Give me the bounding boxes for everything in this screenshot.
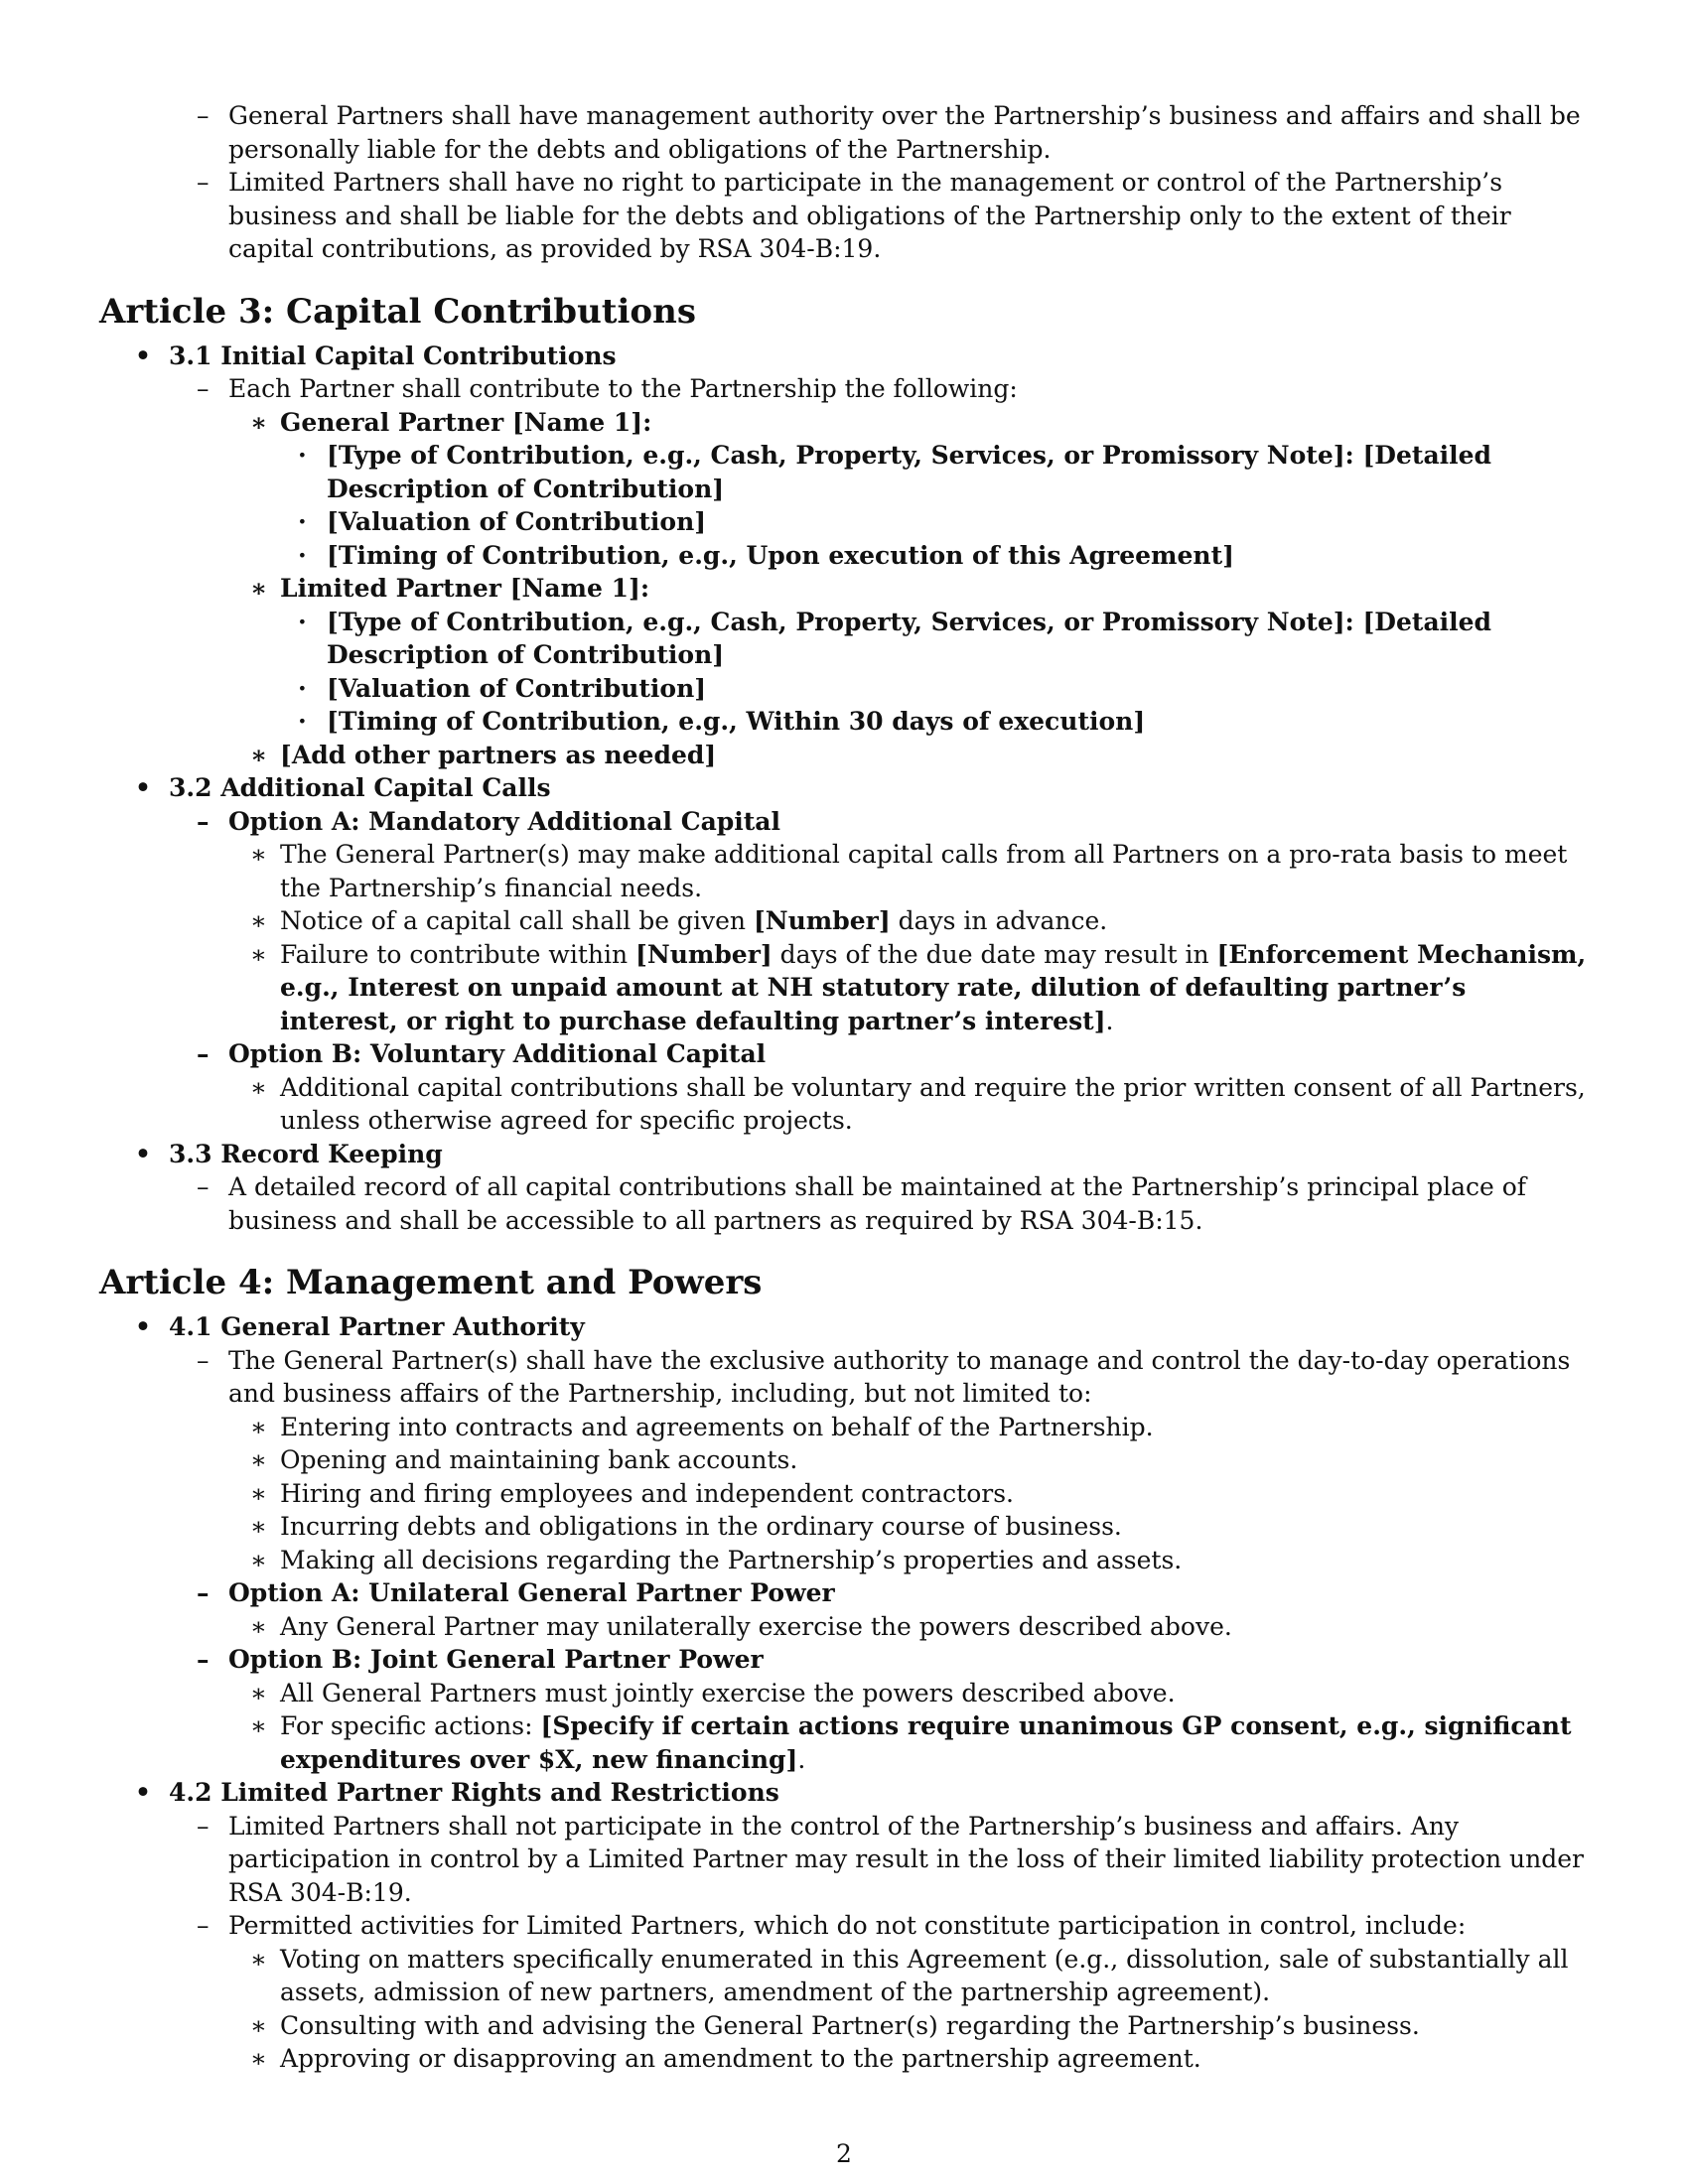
item-text: The General Partner(s) may make additional capital calls from all Partners on a pro-rata basis to meet the Partnership’s financial needs. (280, 840, 1568, 902)
list-item (99, 672, 1589, 706)
item-text: General Partners shall have management authority over the Partnership’s business and affairs and shall be personally liable for the debts and obligations of the Partnership. (228, 101, 1581, 164)
dot-marker: · (298, 707, 307, 736)
item-text: Failure to contribute within (280, 939, 636, 969)
list-item (99, 1510, 1589, 1544)
list-item (99, 1544, 1589, 1577)
section-heading-text: 4.2 Limited Partner Rights and Restrictions (169, 1778, 779, 1807)
star-marker: ∗ (250, 574, 268, 603)
section-heading-text: 3.3 Record Keeping (169, 1139, 443, 1168)
star-marker: ∗ (250, 906, 267, 935)
list-item (99, 406, 1589, 440)
list-item (99, 938, 1589, 1038)
list-item (99, 539, 1589, 573)
dash-marker: – (197, 1811, 210, 1841)
bullet-marker: • (135, 773, 151, 802)
dash-marker: – (197, 101, 210, 130)
item-text: Each Partner shall contribute to the Partnership the following: (228, 374, 1018, 403)
list-item (99, 2009, 1589, 2043)
list-item (99, 838, 1589, 904)
list-item (99, 99, 1589, 166)
item-text: Consulting with and advising the General Partner(s) regarding the Partnership’s business. (280, 2010, 1420, 2040)
list-item (99, 1443, 1589, 1477)
section-4-2-heading (99, 1776, 1589, 1810)
item-text: Entering into contracts and agreements on behalf of the Partnership. (280, 1412, 1154, 1441)
item-text: Option B: Voluntary Additional Capital (228, 1039, 767, 1068)
list-item (99, 1810, 1589, 1910)
item-text: [Valuation of Contribution] (327, 673, 707, 703)
placeholder-text: [Number] (635, 939, 773, 969)
section-heading-text: 4.1 General Partner Authority (169, 1312, 585, 1341)
section-4-1-heading (99, 1310, 1589, 1344)
star-marker: ∗ (250, 1512, 267, 1541)
list-item (99, 1411, 1589, 1444)
list-item (99, 1477, 1589, 1511)
item-text: days in advance. (890, 906, 1108, 935)
item-text: Option A: Unilateral General Partner Power (228, 1578, 835, 1607)
star-marker: ∗ (250, 1445, 267, 1474)
placeholder-text: [Enforcement Mechanism, e.g., Interest on unpaid amount at NH statutory rate, dilution of defaulting partner’s interest, or right to purchase defaulting partner’s interest] (280, 939, 1587, 1035)
list-item (99, 439, 1589, 505)
item-text: Approving or disapproving an amendment to the partnership agreement. (280, 2044, 1201, 2073)
item-text: Incurring debts and obligations in the ordinary course of business. (280, 1512, 1122, 1541)
list-item (99, 372, 1589, 406)
dash-marker: – (197, 1172, 210, 1201)
list-item (99, 1344, 1589, 1411)
bullet-marker: • (135, 341, 151, 370)
bullet-marker: • (135, 1778, 151, 1807)
dot-marker: · (298, 673, 307, 703)
list-item (99, 2042, 1589, 2076)
item-text: days of the due date may result in (772, 939, 1217, 969)
star-marker: ∗ (250, 1412, 267, 1441)
placeholder-text: [Specify if certain actions require unanimous GP consent, e.g., significant expenditures over $X, new financing] (280, 1711, 1572, 1774)
item-text: [Add other partners as needed] (280, 740, 717, 769)
section-3-2-heading (99, 771, 1589, 805)
page-content (99, 99, 1589, 2076)
page-number: 2 (836, 2139, 852, 2168)
star-marker: ∗ (250, 407, 268, 437)
item-text: [Type of Contribution, e.g., Cash, Property, Services, or Promissory Note]: [Detailed Description of Contribution] (327, 441, 1492, 503)
dot-marker: · (298, 540, 307, 570)
item-text: The General Partner(s) shall have the exclusive authority to manage and control the day-to-day operations and business affairs of the Partnership, including, but not limited to: (228, 1345, 1571, 1408)
star-marker: ∗ (250, 1678, 267, 1707)
section-heading-text: 3.1 Initial Capital Contributions (169, 341, 617, 370)
dot-marker: · (298, 507, 307, 536)
star-marker: ∗ (250, 1478, 267, 1508)
option-heading (99, 1576, 1589, 1610)
list-item (99, 904, 1589, 938)
item-text: Making all decisions regarding the Partnership’s properties and assets. (280, 1545, 1183, 1574)
dot-marker: · (298, 441, 307, 470)
item-text: Limited Partner [Name 1]: (280, 574, 650, 603)
item-text: Any General Partner may unilaterally exercise the powers described above. (280, 1611, 1232, 1641)
dash-marker: – (197, 1578, 210, 1607)
list-item (99, 1071, 1589, 1138)
item-text: [Timing of Contribution, e.g., Within 30 days of execution] (327, 707, 1146, 736)
list-item (99, 739, 1589, 772)
list-item (99, 572, 1589, 606)
item-text: Opening and maintaining bank accounts. (280, 1445, 798, 1474)
bullet-marker: • (135, 1139, 151, 1168)
dash-marker: – (197, 374, 210, 403)
star-marker: ∗ (250, 1072, 267, 1102)
item-text: Additional capital contributions shall be voluntary and require the prior written consent of all Partners, unless otherwise agreed for specific projects. (280, 1072, 1586, 1135)
list-item (99, 1610, 1589, 1644)
star-marker: ∗ (250, 939, 267, 969)
option-heading (99, 1037, 1589, 1071)
dash-marker: – (197, 1039, 210, 1068)
list-item (99, 1943, 1589, 2009)
dot-marker: · (298, 607, 307, 636)
list-item (99, 606, 1589, 672)
item-text: All General Partners must jointly exercise the powers described above. (280, 1678, 1176, 1707)
list-item (99, 1909, 1589, 1943)
item-text: . (1105, 1006, 1114, 1035)
dash-marker: – (197, 806, 210, 836)
option-heading (99, 805, 1589, 839)
item-text: Voting on matters specifically enumerated in this Agreement (e.g., dissolution, sale of substantially all assets, admission of new partners, amendment of the partnership agreement). (280, 1944, 1569, 2006)
item-text: Hiring and firing employees and independent contractors. (280, 1478, 1014, 1508)
list-item (99, 166, 1589, 266)
article-4-heading: Article 4: Management and Powers (99, 1263, 763, 1302)
star-marker: ∗ (250, 1611, 267, 1641)
item-text: Limited Partners shall not participate in the control of the Partnership’s business and affairs. Any participation in control by a Limited Partner may result in the loss of their limited liability protection under RSA 304-B:19. (228, 1811, 1584, 1907)
list-item (99, 1677, 1589, 1710)
item-text: For specific actions: (280, 1711, 541, 1740)
dash-marker: – (197, 1645, 210, 1674)
article-3-heading: Article 3: Capital Contributions (99, 291, 696, 332)
item-text: [Timing of Contribution, e.g., Upon execution of this Agreement] (327, 540, 1234, 570)
star-marker: ∗ (250, 2010, 267, 2040)
item-text: Option A: Mandatory Additional Capital (228, 806, 781, 836)
dash-marker: – (197, 1345, 210, 1375)
item-text: Permitted activities for Limited Partners, which do not constitute participation in control, include: (228, 1911, 1467, 1940)
section-heading-text: 3.2 Additional Capital Calls (169, 773, 551, 802)
dash-marker: – (197, 1911, 210, 1940)
list-item (99, 705, 1589, 739)
placeholder-text: [Number] (753, 906, 891, 935)
item-text: Limited Partners shall have no right to participate in the management or control of the Partnership’s business and shall be liable for the debts and obligations of the Partnership only to the extent of their capital contributions, as provided by RSA 304-B:19. (228, 168, 1511, 263)
list-item (99, 505, 1589, 539)
section-3-3-heading (99, 1138, 1589, 1171)
item-text: Option B: Joint General Partner Power (228, 1645, 764, 1674)
item-text: . (797, 1744, 806, 1774)
bullet-marker: • (135, 1312, 151, 1341)
star-marker: ∗ (250, 1944, 267, 1974)
item-text: General Partner [Name 1]: (280, 407, 652, 437)
item-text: Notice of a capital call shall be given (280, 906, 754, 935)
item-text: [Type of Contribution, e.g., Cash, Property, Services, or Promissory Note]: [Detailed Description of Contribution] (327, 607, 1492, 669)
section-3-1-heading (99, 340, 1589, 373)
option-heading (99, 1643, 1589, 1677)
star-marker: ∗ (250, 740, 268, 769)
item-text: [Valuation of Contribution] (327, 507, 707, 536)
star-marker: ∗ (250, 840, 267, 869)
star-marker: ∗ (250, 1545, 267, 1574)
item-text: A detailed record of all capital contributions shall be maintained at the Partnership’s principal place of business and shall be accessible to all partners as required by RSA 304-B:15. (228, 1172, 1527, 1235)
star-marker: ∗ (250, 1711, 267, 1740)
dash-marker: – (197, 168, 210, 197)
list-item (99, 1709, 1589, 1776)
star-marker: ∗ (250, 2044, 267, 2073)
list-item (99, 1170, 1589, 1237)
